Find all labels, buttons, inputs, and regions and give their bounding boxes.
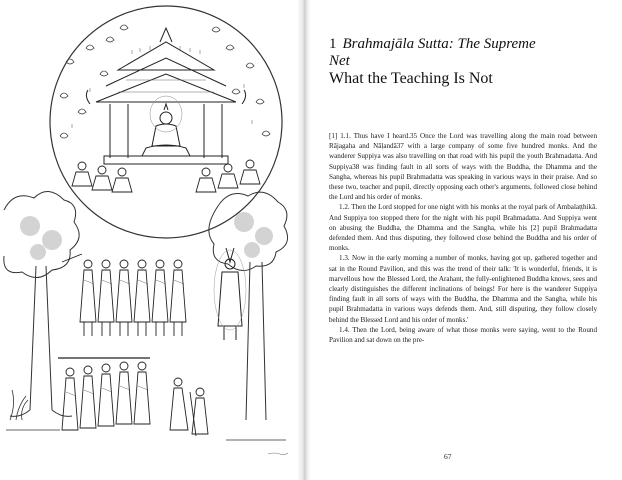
chapter-number: 1: [329, 36, 337, 52]
chapter-title: Brahmajāla Sutta: The Supreme: [342, 36, 536, 52]
cloud-scroll-icons: [60, 25, 270, 138]
seated-monks-right: [196, 160, 260, 192]
chapter-heading: [329, 36, 599, 88]
tree-left: [4, 191, 79, 416]
body-text: [329, 131, 597, 345]
seated-monks-left: [72, 162, 132, 192]
chapter-title-line2: Net: [329, 53, 350, 69]
pavilion-roof: [86, 28, 245, 104]
book-gutter: [297, 0, 311, 480]
section-subtitle: What the Teaching Is Not: [329, 70, 493, 87]
paragraph-1-2: 1.2. Then the Lord stopped for one night with his monks at the royal park of Ambalaṭṭhikā. And Suppiya too stopped there for the night with his pupil Brahmadatta. And Suppiya went on abusing the Buddha, the Dhamma and the Sangha, while his [2] pupil Brahmadatta defended them. And thus disputing, they followed close behind the Buddha and his order of monks.: [329, 203, 597, 253]
paragraph-1-1: [1] 1.1. Thus have I heard.35 Once the Lord was travelling along the main road between Rājagaha and Nāḷandā37 with a large company of some five hundred monks. And the wanderer Suppiya was also travelling on that road with his pupil the youth Brahmadatta. And Suppiya38 was finding fault in all sorts of ways with the Buddha, the Dhamma and the Sangha, whereas his pupil Brahmadatta was speaking in various ways in their praise. And so these two, teacher and pupil, directly opposing each other's arguments, followed close behind the Lord and his order of monks.: [329, 132, 597, 202]
walking-monks-lower-row: [58, 358, 208, 436]
ground-plants: [6, 390, 286, 440]
standing-buddha-figure: [214, 248, 246, 340]
chapter-title-line1: [329, 36, 599, 53]
paragraph-1-4: 1.4. Then the Lord, being aware of what those monks were saying, went to the Round Pavilion and sat down on the pre-: [329, 325, 597, 345]
paragraph-1-3: 1.3. Now in the early morning a number of monks, having got up, gathered together and sat in the Round Pavilion, and this was the trend of their talk: 'It is wonderful, friends, it is marvellous how the Blessed Lord, the Arahant, the fully-enlightened Buddha knows, sees and clearly distinguishes the different inclinations of beings! For here is the wanderer Suppiya finding fault in all sorts of ways with the Buddha, the Dhamma and the Sangha, while his pupil Brahmadatta in various ways defends them. And, still disputing, they follow closely behind the Blessed Lord and his order of monks.': [329, 254, 597, 324]
artist-signature: [268, 453, 288, 455]
temple-scene-illustration: [0, 0, 300, 480]
right-page-text: [311, 0, 622, 480]
buddha-figure: [142, 96, 190, 156]
standing-monks-upper-row: [62, 254, 186, 336]
left-page-illustration: [0, 0, 300, 480]
page-number: 67: [444, 452, 452, 461]
